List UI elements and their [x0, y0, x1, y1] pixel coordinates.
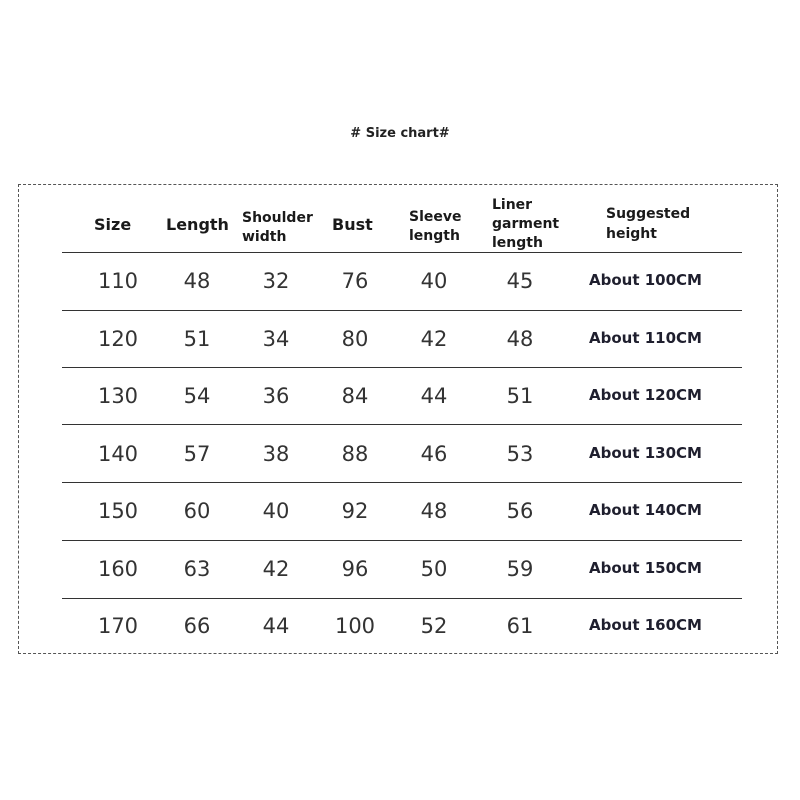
cell-sleeve: 48	[420, 499, 448, 523]
cell-size: 160	[97, 556, 139, 581]
header-size: Size	[94, 215, 132, 234]
header-height-line1: Suggested	[606, 206, 691, 222]
cell-bust: 88	[341, 441, 369, 466]
header-sleeve-line1: Sleeve	[409, 209, 462, 225]
header-height-line2: height	[606, 226, 657, 242]
row-divider	[62, 540, 742, 541]
cell-bust: 100	[334, 614, 376, 638]
header-liner-line1: Liner	[492, 197, 533, 213]
cell-length: 66	[183, 614, 211, 638]
cell-bust: 92	[341, 499, 369, 523]
row-divider	[62, 367, 742, 368]
cell-sleeve: 44	[420, 384, 448, 408]
cell-liner: 59	[506, 556, 534, 581]
cell-liner: 51	[506, 384, 534, 408]
chart-title: # Size chart#	[350, 126, 450, 141]
cell-size: 120	[97, 326, 139, 351]
row-divider	[62, 252, 742, 253]
cell-suggested-height: About 160CM	[589, 616, 702, 634]
cell-size: 110	[97, 269, 139, 293]
cell-shoulder: 42	[262, 556, 290, 581]
cell-suggested-height: About 110CM	[589, 328, 702, 347]
cell-sleeve: 42	[420, 326, 448, 351]
cell-liner: 48	[506, 326, 534, 351]
cell-bust: 84	[341, 384, 369, 408]
cell-bust: 80	[341, 326, 369, 351]
cell-liner: 61	[506, 614, 534, 638]
header-liner-line3: length	[492, 235, 543, 251]
cell-bust: 76	[341, 269, 369, 293]
cell-liner: 56	[506, 499, 534, 523]
header-shoulder-line1: Shoulder	[242, 210, 313, 226]
header-length: Length	[166, 215, 229, 234]
cell-bust: 96	[341, 556, 369, 581]
cell-shoulder: 34	[262, 326, 290, 351]
cell-sleeve: 50	[420, 556, 448, 581]
cell-sleeve: 40	[420, 269, 448, 293]
row-divider	[62, 310, 742, 311]
header-shoulder-line2: width	[242, 229, 287, 245]
cell-length: 63	[183, 556, 211, 581]
header-bust: Bust	[332, 215, 373, 234]
cell-suggested-height: About 150CM	[589, 558, 702, 577]
row-divider	[62, 482, 742, 483]
cell-liner: 53	[506, 441, 534, 466]
cell-length: 57	[183, 441, 211, 466]
cell-length: 54	[183, 384, 211, 408]
cell-shoulder: 44	[262, 614, 290, 638]
cell-size: 140	[97, 441, 139, 466]
header-liner-line2: garment	[492, 216, 560, 232]
cell-suggested-height: About 140CM	[589, 501, 702, 519]
cell-shoulder: 32	[262, 269, 290, 293]
cell-shoulder: 36	[262, 384, 290, 408]
row-divider	[62, 424, 742, 425]
cell-size: 150	[97, 499, 139, 523]
cell-sleeve: 52	[420, 614, 448, 638]
cell-length: 60	[183, 499, 211, 523]
cell-liner: 45	[506, 269, 534, 293]
cell-suggested-height: About 130CM	[589, 443, 702, 462]
header-sleeve-line2: length	[409, 228, 460, 244]
cell-length: 51	[183, 326, 211, 351]
row-divider	[62, 598, 742, 599]
cell-shoulder: 38	[262, 441, 290, 466]
cell-suggested-height: About 120CM	[589, 386, 702, 404]
size-table-frame	[18, 184, 778, 654]
cell-sleeve: 46	[420, 441, 448, 466]
cell-shoulder: 40	[262, 499, 290, 523]
cell-length: 48	[183, 269, 211, 293]
cell-suggested-height: About 100CM	[589, 271, 702, 289]
cell-size: 170	[97, 614, 139, 638]
cell-size: 130	[97, 384, 139, 408]
